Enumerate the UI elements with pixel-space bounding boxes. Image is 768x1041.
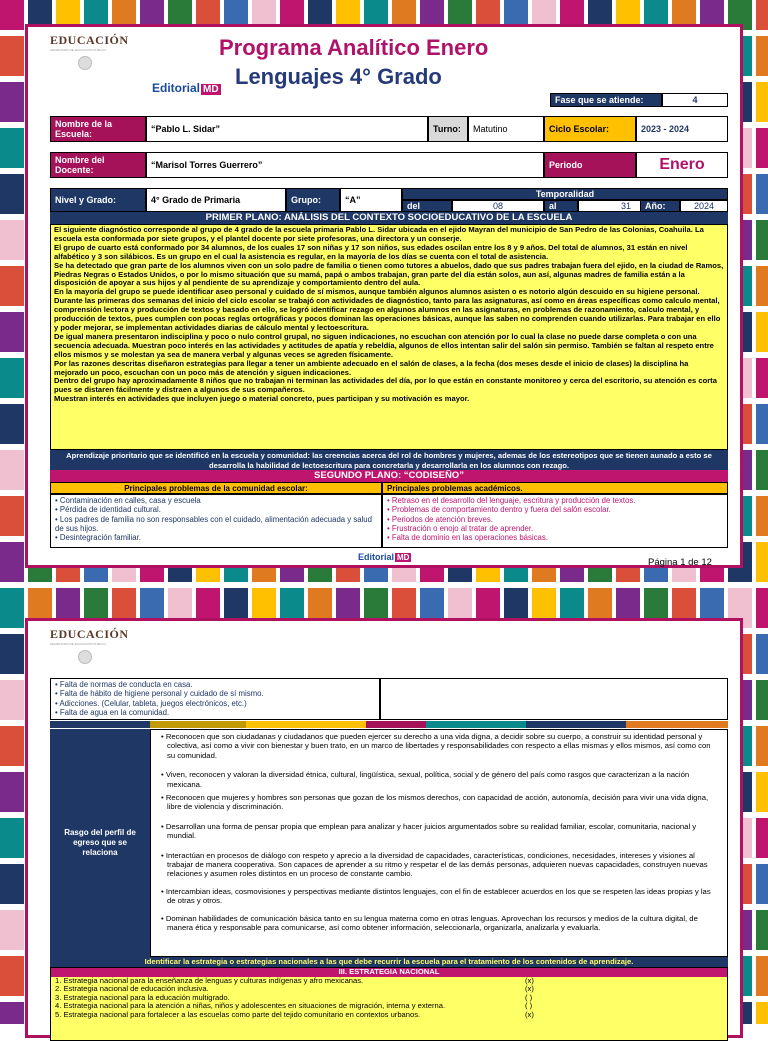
- anio-value: 2024: [680, 200, 728, 212]
- rasgo-item: • Interactúan en procesos de diálogo con respeto y aprecio a la diversidad de capacidades, características, condiciones, necesidades, intereses y visiones al trabajar de manera cooperativa. Son capaces de aprender a su ritmo y respetar el de las demás personas, adquieren nuevas capacidades, construyen nuevas relaciones y asumen roles distintos en un proceso de constante cambio.: [161, 850, 708, 879]
- seal-icon: [78, 650, 92, 664]
- education-logo: EDUCACIÓN: [50, 627, 129, 641]
- list-item-text: Falta de agua en la comunidad.: [59, 707, 170, 717]
- footer-editorial-text: Editorial: [358, 552, 395, 562]
- editorial-logo-text: Editorial: [152, 81, 201, 95]
- background-stripe: [756, 496, 768, 536]
- rasgo-item: • Desarrollan una forma de pensar propia que emplean para analizar y hacer juicios argumentados sobre su realidad familiar, escolar, comunitaria, nacional y mundial.: [161, 821, 697, 841]
- background-stripe: [756, 588, 768, 628]
- list-item: • Los padres de familia no son responsables con el cuidado, alimentación adecuada y salud de sus hijos.: [55, 514, 372, 533]
- list-item-text: Falta de normas de conducta en casa.: [59, 680, 193, 689]
- background-stripe: [756, 82, 768, 122]
- education-logo-subtitle: SECRETARÍA DE EDUCACIÓN PÚBLICA: [50, 642, 107, 646]
- background-stripe: [756, 36, 768, 76]
- list-item: • Adicciones. (Celular, tableta, juegos electrónicos, etc.): [55, 698, 247, 708]
- background-stripe: [756, 128, 768, 168]
- education-logo-subtitle: SECRETARÍA DE EDUCACIÓN PÚBLICA: [50, 48, 107, 52]
- document-page-2: [25, 618, 743, 1038]
- color-bar-segment: [50, 721, 150, 728]
- background-stripe: [756, 726, 768, 766]
- background-stripe: [0, 542, 24, 582]
- background-stripe: [0, 82, 24, 122]
- diagnostico-paragraph: Se ha detectado que gran parte de los alumnos viven con un solo padre de familia o tienen como tutores a abuelos, dado que sus padres trabajan fuera del ejido, en la ciudad de Ramos, Piedras Negras o Estados Unidos, o por lo mismo situación que su mamá, papá o ambos trabajan, gran parte del día están solos, aun así, algunas madres de familia están a la disposición de apoyar a sus hijos y al pendiente de su aprendizaje y comportamiento dentro del aula.: [54, 260, 724, 288]
- estrategia-text: 3. Estrategia nacional para la educación multigrado.: [55, 992, 230, 1002]
- background-stripe: [756, 910, 768, 950]
- rasgos-list: [150, 729, 728, 957]
- list-item-text: Periodos de atención breves.: [391, 514, 493, 524]
- background-stripe: [0, 36, 24, 76]
- footer-md-mark: MD: [397, 553, 410, 562]
- color-bar-segment: [626, 721, 728, 728]
- fase-value: 4: [662, 93, 728, 107]
- document-page-1: [25, 24, 743, 568]
- list-item-text: Desintegración familiar.: [59, 533, 141, 543]
- turno-label: Turno:: [428, 116, 468, 142]
- rasgo-label: Rasgo del perfil de egreso que se relaciona: [50, 729, 150, 957]
- grupo-label: Grupo:: [286, 188, 340, 212]
- primer-plano-header: PRIMER PLANO: ANÁLISIS DEL CONTEXTO SOCIOEDUCATIVO DE LA ESCUELA: [50, 212, 728, 224]
- background-stripe: [756, 220, 768, 260]
- diagnostico-paragraph: El grupo de cuarto está conformado por 34 alumnos, de los cuales 17 son niñas y 17 son niños, sus edades oscilan entre los 8 y 9 años. Del total de alumnos, 31 están en nivel alfabético y 3 son silábicos. Es un grupo en el cual la asistencia es regular, en la mayoría de los días se cuenta con el total de asistencia.: [54, 242, 688, 261]
- estrategia-band: Identificar la estrategia o estrategias nacionales a las que debe recurrir la escuela para el tratamiento de los contenidos de aprendizaje.: [50, 957, 728, 967]
- problemas-comunidad-header: Principales problemas de la comunidad escolar:: [50, 482, 382, 494]
- del-label: del: [402, 200, 452, 212]
- color-bar-segment: [426, 721, 526, 728]
- md-logo-mark: MD: [203, 84, 219, 95]
- color-bar-segment: [366, 721, 426, 728]
- rasgo-text: Viven, reconocen y valoran la diversidad étnica, cultural, lingüística, sexual, política, social y de género del país como rasgos que caracterizan a la nación mexicana.: [165, 770, 690, 789]
- background-stripe: [0, 312, 24, 352]
- periodo-value: Enero: [636, 152, 728, 178]
- estrategia-list: [50, 967, 728, 1041]
- background-stripe: [0, 358, 24, 398]
- background-stripe: [756, 772, 768, 812]
- rasgo-item: • Intercambian ideas, cosmovisiones y perspectivas mediante distintos lenguajes, con el fin de establecer acuerdos en los que se respeten las ideas propias y las de otras y otros.: [161, 886, 711, 906]
- background-stripe: [756, 680, 768, 720]
- estrategia-text: 5. Estrategia nacional para fortalecer a las escuelas como parte del tejido comunitario en contextos urbanos.: [55, 1009, 421, 1019]
- estrategia-text: 2. Estrategia nacional de educación inclusiva.: [55, 984, 209, 994]
- rasgo-text: Desarrollan una forma de pensar propia que emplean para analizar y hacer juicios argumentados sobre su realidad familiar, escolar, comunitaria, nacional y mundial.: [165, 821, 697, 841]
- rasgo-text: Reconocen que son ciudadanas y ciudadanos que pueden ejercer su derecho a una vida digna, a decidir sobre su cuerpo, a construir su identidad personal y colectiva, así como a vivir con bienestar y buen trato, en un marco de libertades y responsabilidades con respecto a ellas mismas y ellos mismos, así como con su comunidad.: [165, 732, 711, 760]
- estrategia-header: III. ESTRATEGIA NACIONAL: [51, 968, 727, 977]
- turno-value: Matutino: [468, 116, 544, 142]
- list-item: • Falta de normas de conducta en casa.: [55, 680, 193, 689]
- list-item-text: Contaminación en calles, casa y escuela: [59, 496, 201, 505]
- rasgo-item: • Reconocen que son ciudadanas y ciudadanos que pueden ejercer su derecho a una vida digna, a decidir sobre su cuerpo, a construir su identidad personal y colectiva, así como a vivir con bienestar y buen trato, en un marco de libertades y responsabilidades con respecto a ellas mismas y ellos mismos, así como con su comunidad.: [161, 732, 711, 760]
- background-stripe: [0, 404, 24, 444]
- diagnostico-paragraph: De igual manera presentaron indisciplina y poco o nulo control grupal, no siguen indicaciones, no escuchan con atención por lo cual la clase no puede darse completa o con una secuencia adecuada. Muestran poco interés en las actividades y actitudes de apatía y rebeldía, algunos de ellos intentan salir del salón sin permiso. También se faltan al respeto entre ellos mismos y se molestan ya sea de manera verbal y algunas veces se agreden físicamente.: [54, 331, 714, 359]
- escuela-label: Nombre de la Escuela:: [50, 116, 146, 142]
- background-stripe: [756, 450, 768, 490]
- list-item: • Desintegración familiar.: [55, 533, 141, 543]
- background-stripe: [0, 588, 24, 628]
- education-logo: EDUCACIÓN: [50, 33, 129, 47]
- problemas-comunidad-list: [50, 494, 382, 548]
- rasgo-text: Dominan habilidades de comunicación básica tanto en su lengua materna como en otras lenguas. Aprovechan los recursos y medios de la cultura digital, de manera ética y responsable para comunicarse, así como obtener información, seleccionarla, organizarla, analizarla y evaluarla.: [165, 913, 698, 933]
- diagnostico-paragraph: Muestran interés en actividades que incluyen juego o material concreto, pues participan y su motivación es mayor.: [54, 394, 470, 404]
- background-stripe: [0, 174, 24, 214]
- estrategia-mark: (x): [525, 1009, 534, 1019]
- estrategia-mark: ( ): [525, 992, 533, 1002]
- problemas-comunidad-cont-list: [50, 678, 380, 720]
- grupo-value: “A”: [340, 188, 402, 212]
- background-stripe: [756, 404, 768, 444]
- list-item-text: Falta de hábito de higiene personal y cuidado de sí mismo.: [59, 689, 264, 699]
- del-value: 08: [452, 200, 544, 212]
- rasgo-text: Intercambian ideas, cosmovisiones y perspectivas mediante distintos lenguajes, con el fin de establecer acuerdos en los que se respeten las ideas propias y las de otras y otros.: [165, 886, 711, 906]
- page-number: Página 1 de 12: [648, 557, 712, 568]
- list-item: • Problemas de comportamiento dentro y fuera del salón escolar.: [387, 505, 611, 515]
- background-stripe: [0, 726, 24, 766]
- list-item: • Contaminación en calles, casa y escuela: [55, 496, 201, 505]
- background-stripe: [756, 1002, 768, 1024]
- fase-label: Fase que se atiende:: [550, 93, 662, 107]
- background-stripe: [0, 1002, 24, 1024]
- background-stripe: [0, 634, 24, 674]
- aprendizaje-prioritario: Aprendizaje prioritario que se identificó en la escuela y comunidad: las creencias acerca del rol de hombres y mujeres, ademas de los estereotipos que se tienen aunado a esto se desarrolla la habilidad de lectoescritura para concretarla y desarrollarla en los alumnos con rezago.: [50, 450, 728, 470]
- estrategia-text: 4. Estrategia nacional para la atención a niñas, niños y adolescentes en situaciones de migración, interna y externa.: [55, 1001, 446, 1011]
- background-stripe: [0, 266, 24, 306]
- ciclo-label: Ciclo Escolar:: [544, 116, 636, 142]
- background-stripe: [756, 174, 768, 214]
- color-bar-segment: [150, 721, 246, 728]
- estrategia-text: 1. Estrategia nacional para la enseñanza de lenguas y culturas indígenas y afro mexicanas.: [55, 975, 364, 985]
- estrategia-mark: ( ): [525, 1001, 533, 1011]
- list-item: • Falta de dominio en las operaciones básicas.: [387, 533, 548, 543]
- background-stripe: [0, 496, 24, 536]
- problemas-academicos-list: [382, 494, 728, 548]
- estrategia-mark: (x): [525, 975, 534, 985]
- color-bar-segment: [246, 721, 366, 728]
- background-stripe: [756, 956, 768, 996]
- background-stripe: [0, 864, 24, 904]
- estrategia-mark: (x): [525, 984, 534, 994]
- list-item: • Frustración o enojo al tratar de aprender.: [387, 523, 534, 533]
- escuela-value: “Pablo L. Sidar”: [146, 116, 428, 142]
- background-stripe: [0, 450, 24, 490]
- list-item-text: Los padres de familia no son responsables con el cuidado, alimentación adecuada y salud de sus hijos.: [55, 514, 372, 533]
- list-item: • Falta de agua en la comunidad.: [55, 707, 170, 717]
- rasgo-item: • Viven, reconocen y valoran la diversidad étnica, cultural, lingüística, sexual, política, social y de género del país como rasgos que caracterizan a la nación mexicana.: [161, 770, 690, 789]
- page-title: Programa Analítico Enero: [219, 35, 489, 60]
- color-bar-segment: [526, 721, 626, 728]
- docente-value: “Marisol Torres Guerrero”: [146, 152, 544, 178]
- temporalidad-label: Temporalidad: [402, 188, 728, 200]
- rasgo-text: Interactúan en procesos de diálogo con respeto y aprecio a la diversidad de capacidades, características, condiciones, necesidades, intereses y visiones al trabajar de manera cooperativa. Son capaces de aprender a su ritmo y respetar el de las demás personas, adquieren nuevas capacidades, construyen nuevas relaciones y asumen roles distintos en un proceso de constante cambio.: [165, 850, 708, 879]
- docente-label: Nombre del Docente:: [50, 152, 146, 178]
- background-stripe: [756, 864, 768, 904]
- rasgo-text: Reconocen que mujeres y hombres son personas que gozan de los mismos derechos, con capacidad de acción, autonomía, decisión para vivir una vida digna, libre de violencia y discriminación.: [165, 793, 709, 812]
- editorial-md-logo: [152, 81, 221, 95]
- background-stripe: [756, 312, 768, 352]
- background-stripe: [756, 358, 768, 398]
- list-item-text: Falta de dominio en las operaciones básicas.: [391, 533, 548, 543]
- segundo-plano-header: SEGUNDO PLANO: “CODISEÑO”: [50, 470, 728, 482]
- background-stripe: [0, 772, 24, 812]
- background-stripe: [756, 542, 768, 582]
- list-item: • Falta de hábito de higiene personal y cuidado de sí mismo.: [55, 689, 264, 699]
- page-subtitle: Lenguajes 4° Grado: [235, 64, 442, 89]
- al-label: al: [544, 200, 578, 212]
- background-stripe: [0, 0, 24, 30]
- list-item: • Pérdida de identidad cultural.: [55, 505, 161, 515]
- rasgo-item: • Dominan habilidades de comunicación básica tanto en su lengua materna como en otras lenguas. Aprovechan los recursos y medios de la cultura digital, de manera ética y responsable para comunicarse, así como obtener información, seleccionarla, organizarla, analizarla y evaluarla.: [161, 913, 698, 933]
- list-item-text: Adicciones. (Celular, tableta, juegos electrónicos, etc.): [59, 698, 247, 708]
- diagnostico-paragraph: Dentro del grupo hay aproximadamente 8 niños que no trabajan ni terminan las actividades del día, por lo que están en constante monitoreo y cerca del escritorio, su atención es corta pues se distaren fácilmente y distraen a algunos de sus compañeros.: [54, 376, 717, 395]
- al-value: 31: [578, 200, 674, 212]
- estrategia-row: [55, 1011, 723, 1020]
- problemas-academicos-cont: [380, 678, 728, 720]
- list-item-text: Pérdida de identidad cultural.: [59, 505, 161, 515]
- list-item-text: Problemas de comportamiento dentro y fuera del salón escolar.: [391, 505, 611, 515]
- background-stripe: [0, 956, 24, 996]
- periodo-label: Periodo: [544, 152, 636, 178]
- diagnostico-paragraph: El siguiente diagnóstico corresponde al grupo de 4 grado de la escuela primaria Pablo L. Sidar ubicada en el ejido Mayran del municipio de San Pedro de las Colonias, Coahuila. La escuela esta conformada por siete grupos, y el plantel docente por siete profesoras, una directora y un conserje.: [54, 225, 704, 243]
- list-item: • Periodos de atención breves.: [387, 514, 493, 524]
- list-item-text: Retraso en el desarrollo del lenguaje, escritura y producción de textos.: [391, 496, 636, 505]
- diagnostico-text: [50, 224, 728, 450]
- diagnostico-paragraph: Durante las primeras dos semanas del inicio del ciclo escolar se trabajó con actividades de diagnóstico, tanto para las asignaturas, así como en áreas específicas como calculo mental, comprensión lectora y producción de textos y basado en ello, se logró identificar rezago en algunos alumnos en las asignaturas, en problemas de razonamiento, calculo mental, y producción de textos, pues cumplen con pocas reglas ortográficas y pocos dominan las operaciones básicas, aunque las saben no comprenden cuando utilizarlas. Para trabajar en ello y poder mejorar, se implementan actividades diarias de cálculo mental y lectoescritura.: [54, 296, 721, 332]
- diagnostico-paragraph: Por las razones descritas diseñaron estrategias para llegar a tener un ambiente adecuado en el salón de clases, a la fecha (dos meses desde el inicio de clases) la disciplina ha mejorado un poco, escuchan con un poco más de atención y siguen indicaciones.: [54, 358, 689, 377]
- seal-icon: [78, 56, 92, 70]
- list-item: • Retraso en el desarrollo del lenguaje, escritura y producción de textos.: [387, 496, 636, 505]
- background-stripe: [756, 0, 768, 30]
- background-stripe: [0, 680, 24, 720]
- background-stripe: [0, 220, 24, 260]
- background-stripe: [0, 910, 24, 950]
- background-stripe: [756, 266, 768, 306]
- diagnostico-paragraph: En la mayoría del grupo se puede identificar aseo personal y cuidado de sí mismos, aunque también algunos alumnos asisten o es notorio algún descuido en su higiene personal.: [54, 287, 700, 297]
- ciclo-value: 2023 - 2024: [636, 116, 728, 142]
- nivel-value: 4° Grado de Primaria: [146, 188, 286, 212]
- background-stripe: [756, 634, 768, 674]
- footer-editorial-logo: [358, 552, 411, 562]
- nivel-label: Nivel y Grado:: [50, 188, 146, 212]
- problemas-academicos-header: Principales problemas académicos.: [382, 482, 728, 494]
- background-stripe: [0, 128, 24, 168]
- list-item-text: Frustración o enojo al tratar de aprender.: [391, 523, 534, 533]
- background-stripe: [756, 818, 768, 858]
- anio-label: Año:: [640, 200, 680, 212]
- rasgo-item: • Reconocen que mujeres y hombres son personas que gozan de los mismos derechos, con capacidad de acción, autonomía, decisión para vivir una vida digna, libre de violencia y discriminación.: [161, 793, 709, 812]
- background-stripe: [0, 818, 24, 858]
